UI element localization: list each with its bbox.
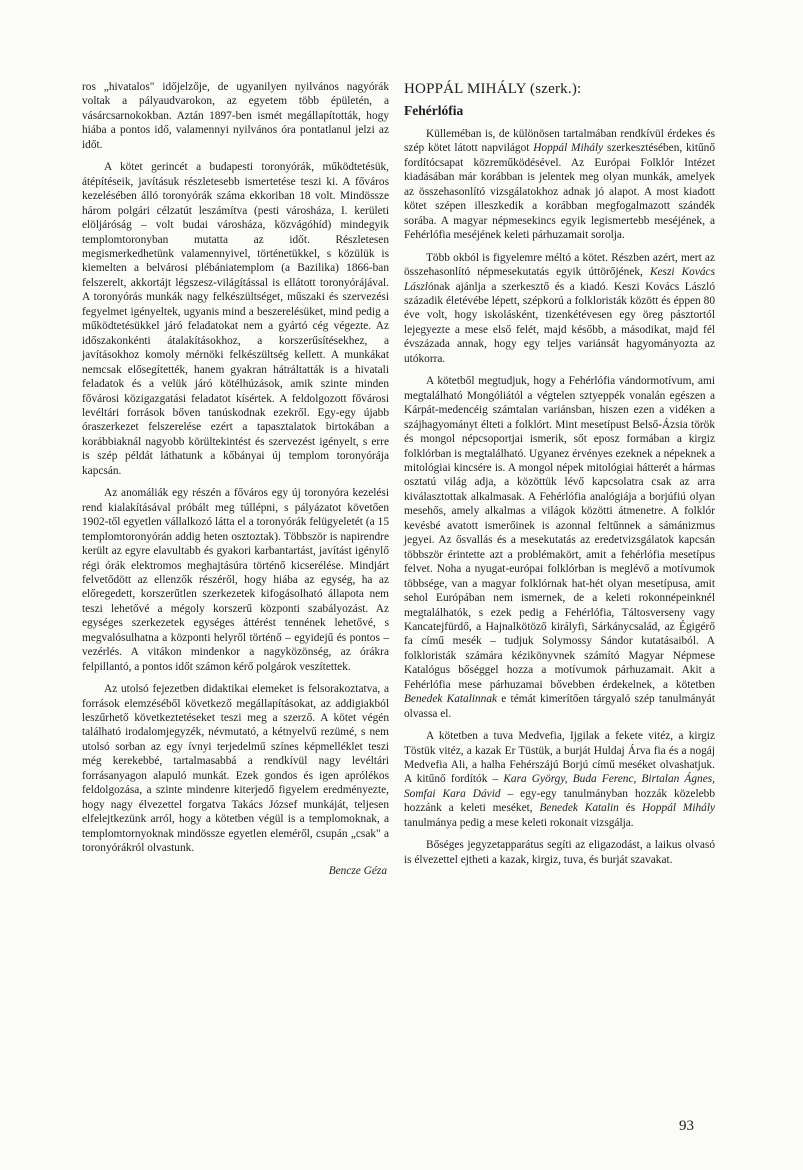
paragraph bbox=[404, 729, 715, 830]
person-name: Benedek Katalinnak bbox=[404, 693, 498, 706]
book-title: Fehérlófia bbox=[404, 103, 464, 118]
paragraph bbox=[404, 251, 715, 367]
person-names: Kara György, Buda Ferenc, Birtalan Ágnes, Somfai Kara Dávid bbox=[404, 773, 715, 800]
paragraph bbox=[404, 127, 715, 243]
paragraph: A kötet gerincét a budapesti toronyórák, működtetésük, átépítéseik, javításuk részletesebb ismertetése teszi ki. A főváros kezelésében álló toronyórák száma ekkoriban 18 volt. Mindössze három polgári célzatút leszámítva (pesti városháza, I. kerületi elöljáróság – volt budai városháza, közvágóhíd) mindegyik templomtoronyban mutatta az időt. Részletesen megismerkedhetünk valamennyivel, történetükkel, s közülük is kiemelten a belvárosi plébániatemplom (a Bazilika) 1866-ban felszerelt, akkortájt légszesz-világítással is ellátott toronyórájával. A toronyórás munkák nagy felkészültséget, műszaki és szervezési fegyelmet igényeltek, ugyanis mind a beszerelésüket, mind pedig a működtetésükkel járó feladatokat nem a gyártó cég végezte. Az időszakonkénti átalakításokhoz, a korszerűsítésekhez, a javításokhoz komoly mérnöki felkészültség kellett. A munkákat nemcsak elősegítették, hanem gyakran hátráltatták is a hivatali feladatok és a velük járó kötélhúzások, amik szinte minden fővárosi közigazgatási feladatot kísértek. A feldolgozott fővárosi levéltári források bőven tanúskodnak ezekről. Egy-egy újabb óraszerkezet felszerelése ezért a tapasztalatok birtokában a korábbiaknál nagyobb körültekintést és szervezést igényelt, s erre is szép példát láthatunk a kőbányai új templom toronyórája kapcsán. bbox=[82, 161, 389, 477]
text-run: – egy-egy tanulmányban hozzák közelebb hozzánk a keleti meséket, bbox=[404, 787, 715, 815]
left-column bbox=[82, 80, 389, 878]
review-signature: Bencze Géza bbox=[328, 864, 387, 877]
right-column bbox=[404, 80, 715, 875]
person-name: Benedek Katalin bbox=[539, 802, 619, 815]
text-run: ónak bbox=[427, 280, 451, 293]
book-author: HOPPÁL MIHÁLY (szerk.): bbox=[404, 81, 582, 97]
text-run: szerkesztésében, kitűnő fordítócsapat közreműködésével. Az Európai Folklór Intézet kiadásában már korábban is jelentek meg olyan munkák, amelyek az összehasonlító vizsgálatokhoz adnak jó alapot. A most kiadott kötet szépen illeszkedik a korábban megfogalmazott szándék sorába. A magyar népmesekincs egyik legismertebb meséjének, a Fehérlófia meséjének keleti párhuzamait sorolja. bbox=[404, 142, 715, 242]
text-run: e témát kimerítően tárgyaló szép tanulmányát olvassa el. bbox=[404, 693, 715, 720]
text-run: A kötetből megtudjuk, hogy a Fehérlófia vándormotívum, ami megtalálható Mongóliától a végtelen sztyeppék vonalán egészen a Kárpát-medencéig számtalan variánsban, hiszen ezen a vidéken a szájhagyományt élteti a folklórt. Mint mesetípust Belső-Ázsia török és mongol népcsoportjai ismerik, sőt eposz formában a kirgiz folklórban is megtalálható. Ugyanez érvényes ezeknek a népeknek a mitológiai kincsére is. A mongol népek mitológiai hátterét a hármas osztatú világ adja, a közöttük lévő kapcsolatra csak az arra kiválasztottak alkalmasak. A Fehérlófia analógiája a borjúfiú olyan mesehős, amely alkalmas a világok közötti átmenetre. A folklór kevésbé avatott ismerőinek is azonnal feltűnnek a sámánizmus jegyei. Az ősvallás és a mesekutatás az eredetvizsgálatok kapcsán többször érintette azt a problémakört, amit a fehérlófia mesetípus felvet. Noha a nyugat-európai folklórban is meglévő a motívumok többsége, van a magyar folklórnak hat-hét olyan mesetípusa, amit sehol Európában nem ismernek, de a keleti rokonnépeinknél megtalálhatók, s ezek pedig a Fehérlófia, Táltosverseny vagy Kancatejfürdő, a Hajnalkötöző királyfi, Sárkánycsalád, az Égigérő fa című mesék – tudjuk Solymossy Sándor kutatásaiból. A folkloristák számára kézikönyvnek számító Magyar Népmese Katalógus bőséggel hozza a motívumok párhuzamait. Akit a Fehérlófia mese párhuzamai bővebben érdekelnek, a kötetben bbox=[404, 375, 715, 691]
person-name: Hoppál Mihály bbox=[533, 142, 604, 155]
paragraph: Az utolsó fejezetben didaktikai elemeket is felsorakoztatva, a források elemzéséből következő megállapításokat, az addigiakból leszűrhető következtetéseket teszi meg a szerző. A kötet végén található irodalomjegyzék, névmutató, a kétnyelvű rezümé, s nem utolsó sorban az egy ívnyi terjedelmű színes képmelléklet teszi még kerekebbé, tartalmasabbá a rendkívül nagy levéltári forrásanyagon alapuló munkát. Ezek gondos és igen aprólékos feldolgozása, a szinte mindenre kiterjedő figyelem eredményezte, hogy nagy élvezettel forgatva Takács József munkáját, teljesen elfelejtkezünk arról, hogy a kötetben végül is a templomoknak, a templomtornyoknak mindössze egyetlen eleméről, csupán „csak" a toronyórákról olvastunk. bbox=[82, 683, 389, 855]
paragraph: ros „hivatalos" időjelzője, de ugyanilyen nyilvános nagyórák voltak a pályaudvarokon, az egyetem több épületén, a vásárcsarnokokban. Aztán 1897-ben ismét megállapították, hogy hiába a pontos idő, valamennyi nyilvános óra pontatlanul jelzi az időt. bbox=[82, 81, 389, 151]
person-name: Keszi Kovács Lászl bbox=[404, 266, 715, 293]
text-run: Több okból is figyelemre méltó a kötet. Részben azért, mert az összehasonlító népmesekutatás egyik úttörőjének, bbox=[404, 251, 715, 279]
text-run: ajánlja a szerkesztő és a kiadó. Keszi Kovács László századik életévébe lépett, szépkorú a folkloristák között és éppen 80 éve volt, hogy iskolásként, tizenkétévesen egy öreg pásztortól lejegyezte a mese első felét, majd később, a másodikat, majd fél évszázada annak, hogy egy teljes variánsát hagyományozta az utókorra. bbox=[404, 280, 715, 365]
paragraph: Bőséges jegyzetapparátus segíti az eligazodást, a laikus olvasó is élvezettel ejtheti a kazak, kirgiz, tuva, és burját szavakat. bbox=[404, 839, 715, 866]
paragraph bbox=[404, 374, 715, 721]
text-run: A kötetben a tuva Medvefia, Ijgilak a fekete vitéz, a kirgiz Töstük vitéz, a kazak Er Tüstük, a burját Huldaj Árva fia és a nogáj Medvefia Ali, a halha Fehérszájú Borjú című meséket olvashatjuk. A kitűnő fordítók – bbox=[404, 730, 715, 786]
text-run: tanulmánya pedig a mese keleti rokonait vizsgálja. bbox=[404, 816, 634, 829]
person-name: Hoppál Mihály bbox=[641, 802, 716, 815]
text-run: és bbox=[618, 802, 642, 815]
paragraph: Az anomáliák egy részén a főváros egy új toronyóra kezelési rend kialakításával próbált meg túllépni, s pályázatot követően 1902-től egyetlen vállalkozó látta el a toronyórák felügyeletét (a 15 templomtoronyórán addig heten osztoztak). Többször is napirendre került az egyre elavultabb és gyakori karbantartást, javítást igénylő régi órák elektromos meghajtásúra történő kicserélése. Mindjárt felvetődött az ellenzők részéről, hogy hiába az egység, ha az előregedett, korszerűtlen szerkezetek kifogásolható állapota nem teszi lehetővé a mégoly korszerű központi szabályozást. Az egységes szerkezetek egységes áttérést tennének lehetővé, s megvalósulhatna a központi helyről történő – egyidejű és pontos – vezérlés. A vitákon mindenkor a nagyközönség, az órákra felpillantó, a pontos időt számon kérő polgárok veszítettek. bbox=[82, 487, 389, 673]
page-number: 93 bbox=[679, 1118, 694, 1134]
text-run: Külleméban is, de különösen tartalmában rendkívül érdekes és szép kötet látott napvilágot bbox=[404, 128, 715, 155]
